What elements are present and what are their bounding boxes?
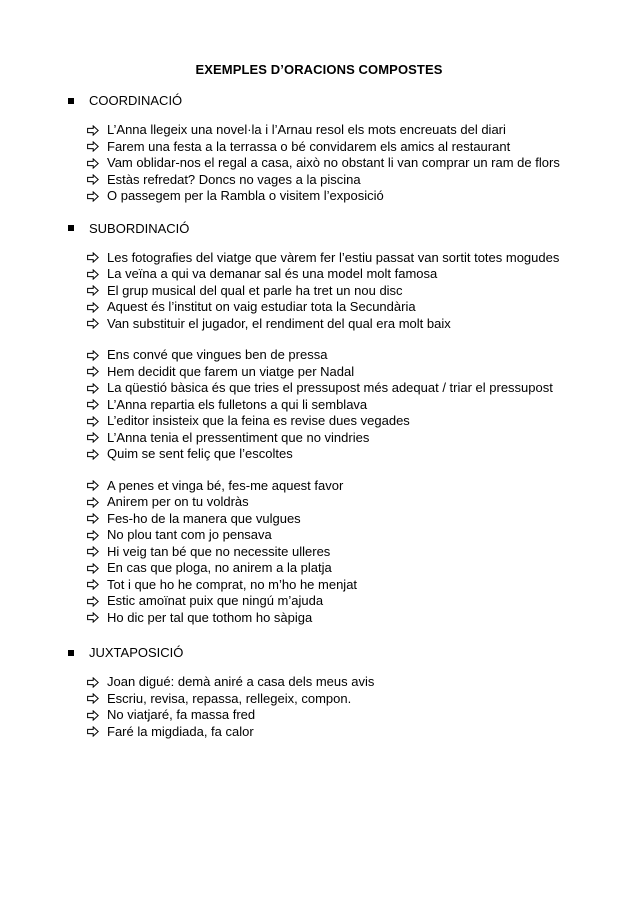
outline-right-arrow-icon: [87, 252, 101, 264]
list-item: [0, 122, 638, 139]
list-item: [0, 266, 638, 283]
list-item: [0, 691, 638, 708]
list-item: [0, 577, 638, 594]
example-sentence: L’Anna repartia els fulletons a qui li semblava: [107, 396, 368, 412]
example-sentence: En cas que ploga, no anirem a la platja: [107, 560, 332, 575]
list-item: [0, 188, 638, 205]
outline-right-arrow-icon: [87, 141, 101, 153]
list-item: [0, 172, 638, 189]
outline-right-arrow-icon: [87, 709, 101, 721]
list-item: [0, 413, 638, 430]
section-juxtaposici: [0, 644, 638, 740]
example-sentence: Les fotografies del viatge que vàrem fer l’estiu passat van sortit totes mogudes: [107, 249, 560, 265]
list-item: [0, 511, 638, 528]
square-bullet-icon: [68, 650, 74, 656]
outline-right-arrow-icon: [87, 124, 101, 136]
outline-right-arrow-icon: [87, 190, 101, 202]
example-sentence: Estic amoïnat puix que ningú m’ajuda: [107, 593, 324, 608]
square-bullet-icon: [68, 98, 74, 104]
section-heading-label: JUXTAPOSICIÓ: [89, 645, 184, 660]
list-item: [0, 250, 638, 267]
outline-right-arrow-icon: [87, 448, 101, 460]
outline-right-arrow-icon: [87, 349, 101, 361]
example-group: [0, 250, 638, 333]
example-sentence: L’Anna tenia el pressentiment que no vindries: [107, 429, 370, 445]
list-item: [0, 544, 638, 561]
list-item: [0, 430, 638, 447]
example-sentence: Faré la migdiada, fa calor: [107, 723, 254, 739]
list-item: [0, 155, 638, 172]
section-coordinaci: [0, 92, 638, 205]
example-group: [0, 478, 638, 627]
outline-right-arrow-icon: [87, 595, 101, 607]
example-group: [0, 347, 638, 463]
page-title: EXEMPLES D’ORACIONS COMPOSTES: [195, 62, 443, 77]
example-sentence: Ens convé que vingues ben de pressa: [107, 347, 328, 362]
section-heading-label: COORDINACIÓ: [89, 93, 183, 108]
list-item: [0, 299, 638, 316]
example-sentence: O passegem per la Rambla o visitem l’exposició: [107, 188, 384, 203]
outline-right-arrow-icon: [87, 174, 101, 186]
list-item: [0, 316, 638, 333]
sections-container: [0, 92, 638, 740]
list-item: [0, 364, 638, 381]
outline-right-arrow-icon: [87, 693, 101, 705]
section-heading: [0, 92, 638, 109]
example-sentence: La veïna a qui va demanar sal és una model molt famosa: [107, 266, 438, 281]
example-sentence: No viatjaré, fa massa fred: [107, 707, 256, 722]
list-item: [0, 283, 638, 300]
example-sentence: Quim se sent feliç que l’escoltes: [107, 446, 293, 461]
outline-right-arrow-icon: [87, 546, 101, 558]
list-item: [0, 446, 638, 463]
list-item: [0, 610, 638, 627]
outline-right-arrow-icon: [87, 301, 101, 313]
example-sentence: Ho dic per tal que tothom ho sàpiga: [107, 609, 313, 625]
example-sentence: Anirem per on tu voldràs: [107, 494, 249, 509]
list-item: [0, 380, 638, 397]
section-heading-label: SUBORDINACIÓ: [89, 220, 190, 236]
list-item: [0, 397, 638, 414]
list-item: [0, 527, 638, 544]
example-sentence: La qüestió bàsica és que tries el pressupost més adequat / triar el pressupost: [107, 380, 553, 395]
example-sentence: L’editor insisteix que la feina es revise dues vegades: [107, 413, 410, 428]
outline-right-arrow-icon: [87, 529, 101, 541]
example-sentence: Farem una festa a la terrassa o bé convidarem els amics al restaurant: [107, 138, 511, 154]
list-item: [0, 724, 638, 741]
example-sentence: Van substituir el jugador, el rendiment del qual era molt baix: [107, 315, 451, 331]
section-heading: [0, 220, 638, 237]
list-item: [0, 347, 638, 364]
outline-right-arrow-icon: [87, 415, 101, 427]
list-item: [0, 494, 638, 511]
outline-right-arrow-icon: [87, 318, 101, 330]
section-subordinaci: [0, 220, 638, 627]
example-sentence: Hi veig tan bé que no necessite ulleres: [107, 543, 331, 559]
outline-right-arrow-icon: [87, 399, 101, 411]
section-heading: [0, 644, 638, 661]
list-item: [0, 139, 638, 156]
example-sentence: L’Anna llegeix una novel·la i l’Arnau resol els mots encreuats del diari: [107, 122, 506, 137]
list-item: [0, 478, 638, 495]
example-sentence: Joan digué: demà aniré a casa dels meus avis: [107, 674, 375, 689]
example-group: [0, 674, 638, 740]
outline-right-arrow-icon: [87, 562, 101, 574]
example-sentence: Aquest és l’institut on vaig estudiar tota la Secundària: [107, 299, 416, 314]
outline-right-arrow-icon: [87, 366, 101, 378]
outline-right-arrow-icon: [87, 579, 101, 591]
example-sentence: El grup musical del qual et parle ha tret un nou disc: [107, 282, 403, 298]
outline-right-arrow-icon: [87, 726, 101, 738]
example-group: [0, 122, 638, 205]
outline-right-arrow-icon: [87, 480, 101, 492]
example-sentence: Fes-ho de la manera que vulgues: [107, 510, 301, 526]
outline-right-arrow-icon: [87, 496, 101, 508]
square-bullet-icon: [68, 225, 74, 231]
example-sentence: A penes et vinga bé, fes-me aquest favor: [107, 477, 344, 493]
outline-right-arrow-icon: [87, 676, 101, 688]
list-item: [0, 593, 638, 610]
outline-right-arrow-icon: [87, 612, 101, 624]
list-item: [0, 674, 638, 691]
outline-right-arrow-icon: [87, 513, 101, 525]
outline-right-arrow-icon: [87, 382, 101, 394]
example-sentence: Escriu, revisa, repassa, rellegeix, compon.: [107, 690, 352, 706]
example-sentence: Hem decidit que farem un viatge per Nadal: [107, 363, 355, 379]
outline-right-arrow-icon: [87, 157, 101, 169]
example-sentence: No plou tant com jo pensava: [107, 527, 272, 542]
example-sentence: Estàs refredat? Doncs no vages a la piscina: [107, 171, 361, 187]
example-sentence: Vam oblidar-nos el regal a casa, això no obstant li van comprar un ram de flors: [107, 155, 560, 170]
list-item: [0, 560, 638, 577]
outline-right-arrow-icon: [87, 268, 101, 280]
list-item: [0, 707, 638, 724]
outline-right-arrow-icon: [87, 285, 101, 297]
example-sentence: Tot i que ho he comprat, no m’ho he menjat: [107, 576, 358, 592]
outline-right-arrow-icon: [87, 432, 101, 444]
